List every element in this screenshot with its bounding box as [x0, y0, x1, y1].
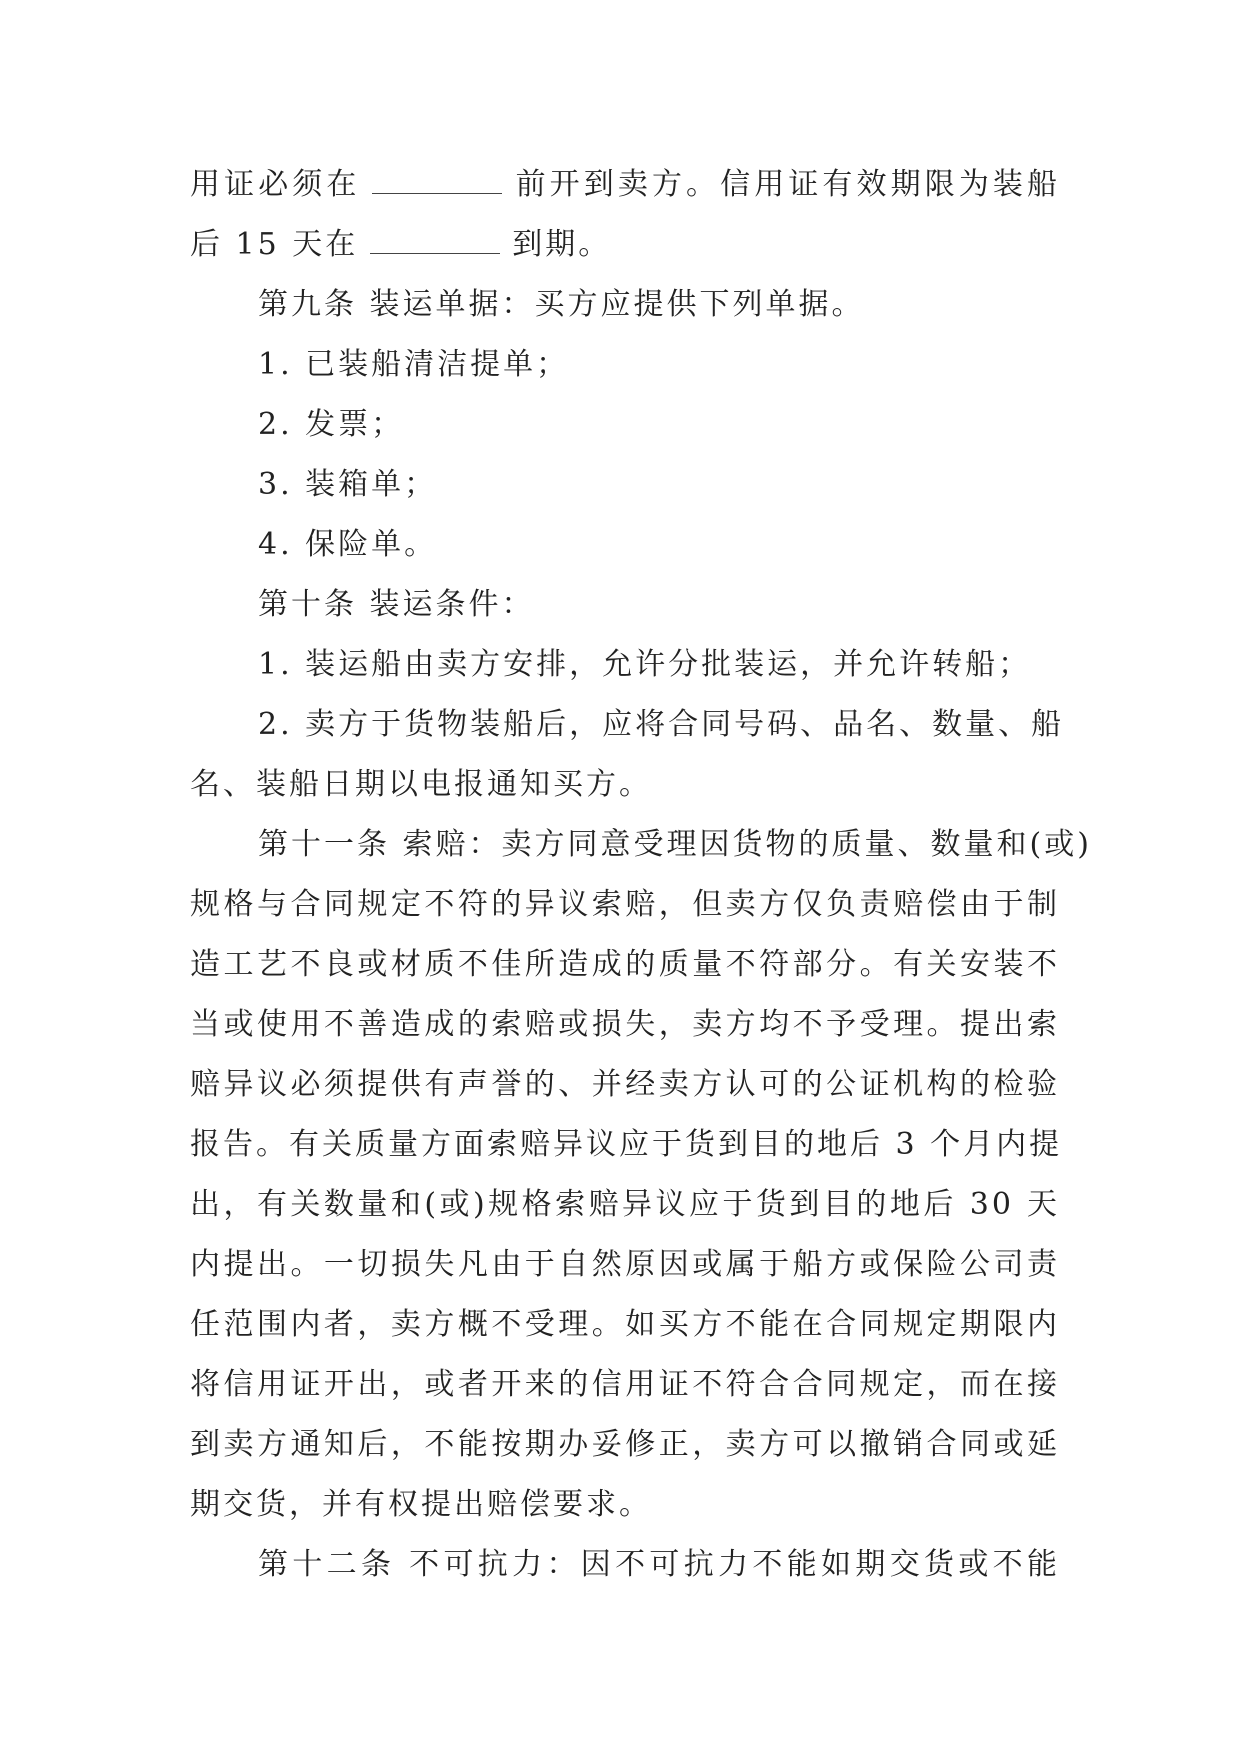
clause-heading-10: 第十条 装运条件： — [258, 587, 535, 622]
text-line: 任范围内者，卖方概不受理。如买方不能在合同规定期限内 — [190, 1307, 1060, 1342]
list-item: 3. 装箱单； — [258, 467, 438, 502]
text-line: 到卖方通知后，不能按期办妥修正，卖方可以撤销合同或延 — [190, 1427, 1060, 1462]
text-line: 当或使用不善造成的索赔或损失，卖方均不予受理。提出索 — [190, 1007, 1060, 1042]
text-line: 期交货，并有权提出赔偿要求。 — [190, 1487, 652, 1522]
list-item: 1. 装运船由卖方安排，允许分批装运，并允许转船； — [258, 647, 1032, 682]
contract-text — [190, 155, 1092, 1595]
text-line — [190, 155, 1060, 215]
fill-in-blank — [372, 167, 502, 194]
line-fragment: 后 15 天在 — [190, 227, 359, 262]
fill-in-blank — [370, 227, 500, 254]
text-line: 内提出。一切损失凡由于自然原因或属于船方或保险公司责 — [190, 1247, 1060, 1282]
line-fragment: 前开到卖方。信用证有效期限为装船 — [514, 167, 1061, 202]
text-line: 造工艺不良或材质不佳所造成的质量不符部分。有关安装不 — [190, 947, 1060, 982]
clause-heading-12: 第十二条 不可抗力：因不可抗力不能如期交货或不能 — [258, 1547, 1060, 1582]
line-fragment: 到期。 — [512, 227, 612, 262]
clause-heading-11: 第十一条 索赔：卖方同意受理因货物的质量、数量和(或) — [258, 827, 1092, 862]
text-line: 规格与合同规定不符的异议索赔，但卖方仅负责赔偿由于制 — [190, 887, 1060, 922]
text-line: 赔异议必须提供有声誉的、并经卖方认可的公证机构的检验 — [190, 1067, 1060, 1102]
text-line: 名、装船日期以电报通知买方。 — [190, 767, 652, 802]
list-item: 2. 卖方于货物装船后，应将合同号码、品名、数量、船 — [258, 707, 1065, 742]
text-line: 将信用证开出，或者开来的信用证不符合合同规定，而在接 — [190, 1367, 1060, 1402]
text-line: 出，有关数量和(或)规格索赔异议应于货到目的地后 30 天 — [190, 1187, 1060, 1222]
text-line — [190, 215, 1060, 275]
list-item: 1. 已装船清洁提单； — [258, 347, 570, 382]
text-line: 报告。有关质量方面索赔异议应于货到目的地后 3 个月内提 — [190, 1127, 1063, 1162]
list-item: 4. 保险单。 — [258, 527, 438, 562]
list-item: 2. 发票； — [258, 407, 405, 442]
clause-heading-9: 第九条 装运单据：买方应提供下列单据。 — [258, 287, 865, 322]
line-fragment: 用证必须在 — [190, 167, 361, 202]
